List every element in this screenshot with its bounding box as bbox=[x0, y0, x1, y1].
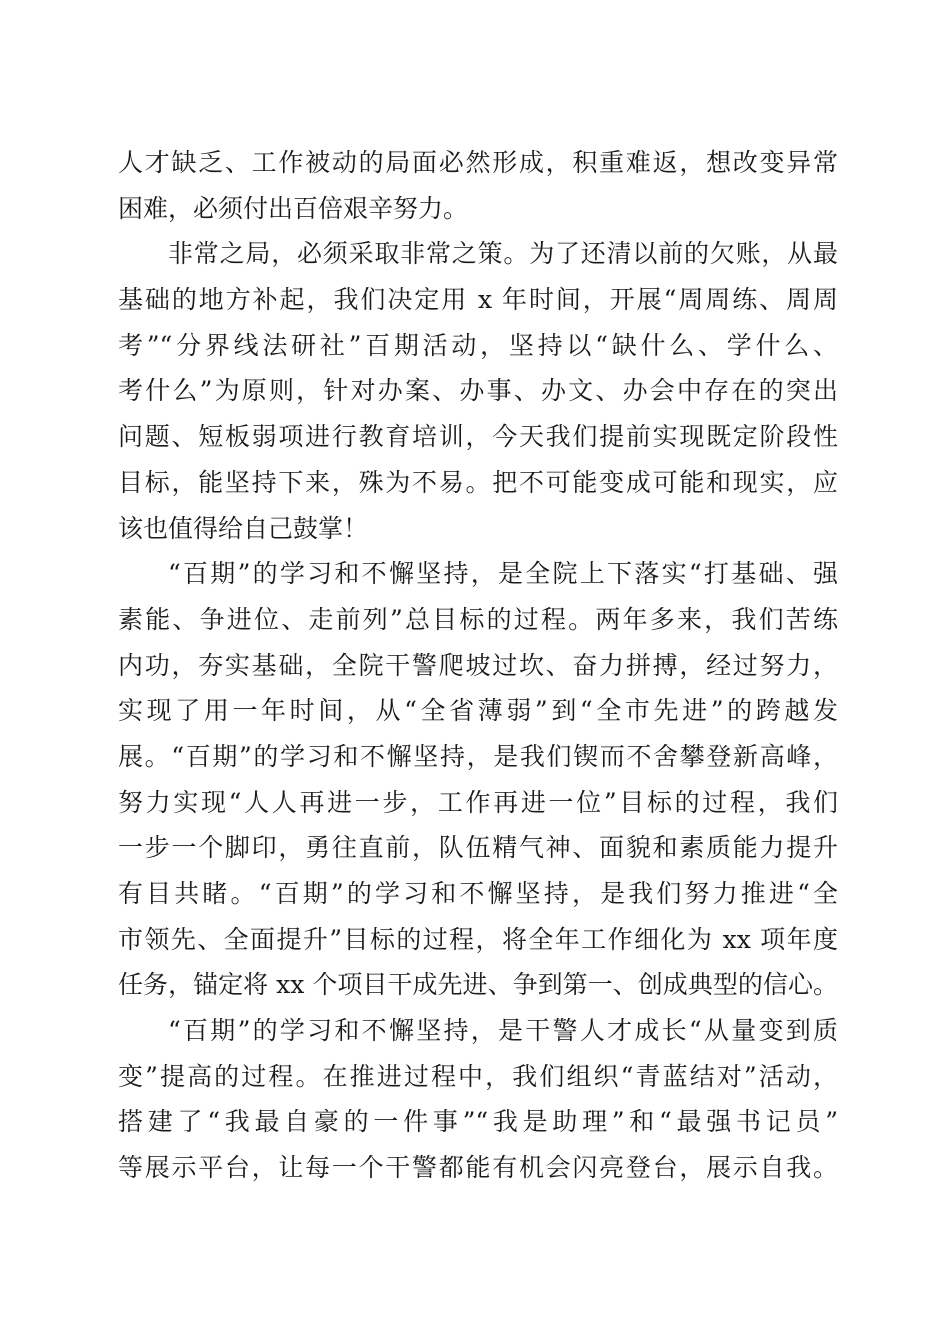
text-line: 有目共睹。“百期”的学习和不懈坚持，是我们努力推进“全 bbox=[118, 879, 838, 908]
text-line: 市领先、全面提升”目标的过程，将全年工作细化为 xx 项年度 bbox=[118, 924, 838, 954]
text-line: 实现了用一年时间，从“全省薄弱”到“全市先进”的跨越发 bbox=[118, 696, 838, 726]
text-line: 任务，锚定将 xx 个项目干成先进、争到第一、创成典型的信心。 bbox=[118, 970, 838, 1000]
text-line: 该也值得给自己鼓掌！ bbox=[118, 513, 369, 543]
text-line: 搭建了“我最自豪的一件事”“我是助理”和“最强书记员” bbox=[118, 1107, 838, 1137]
text-line: 一步一个脚印，勇往直前，队伍精气神、面貌和素质能力提升 bbox=[118, 833, 838, 863]
text-line: 目标，能坚持下来，殊为不易。把不可能变成可能和现实，应 bbox=[118, 467, 838, 497]
text-line: 努力实现“人人再进一步，工作再进一位”目标的过程，我们 bbox=[118, 787, 838, 817]
text-line: “百期”的学习和不懈坚持，是干警人才成长“从量变到质 bbox=[168, 1016, 838, 1046]
text-line: 展。“百期”的学习和不懈坚持，是我们锲而不舍攀登新高峰， bbox=[118, 741, 838, 771]
text-line: 内功，夯实基础，全院干警爬坡过坎、奋力拼搏，经过努力， bbox=[118, 650, 838, 680]
text-line: 考什么”为原则，针对办案、办事、办文、办会中存在的突出 bbox=[118, 376, 838, 406]
text-line: “百期”的学习和不懈坚持，是全院上下落实“打基础、强 bbox=[168, 559, 838, 589]
document-body bbox=[118, 140, 838, 1191]
text-line: 困难，必须付出百倍艰辛努力。 bbox=[118, 193, 469, 223]
text-line: 变”提高的过程。在推进过程中，我们组织“青蓝结对”活动， bbox=[118, 1061, 838, 1091]
text-line: 素能、争进位、走前列”总目标的过程。两年多来，我们苦练 bbox=[118, 604, 838, 634]
text-line: 考”“分界线法研社”百期活动，坚持以“缺什么、学什么、 bbox=[118, 330, 838, 360]
text-line: 人才缺乏、工作被动的局面必然形成，积重难返，想改变异常 bbox=[118, 148, 838, 177]
text-line: 等展示平台，让每一个干警都能有机会闪亮登台，展示自我。 bbox=[118, 1153, 838, 1183]
text-line: 问题、短板弱项进行教育培训，今天我们提前实现既定阶段性 bbox=[118, 422, 838, 452]
text-line: 基础的地方补起，我们决定用 x 年时间，开展“周周练、周周 bbox=[118, 285, 838, 315]
text-line: 非常之局，必须采取非常之策。为了还清以前的欠账，从最 bbox=[168, 239, 838, 269]
